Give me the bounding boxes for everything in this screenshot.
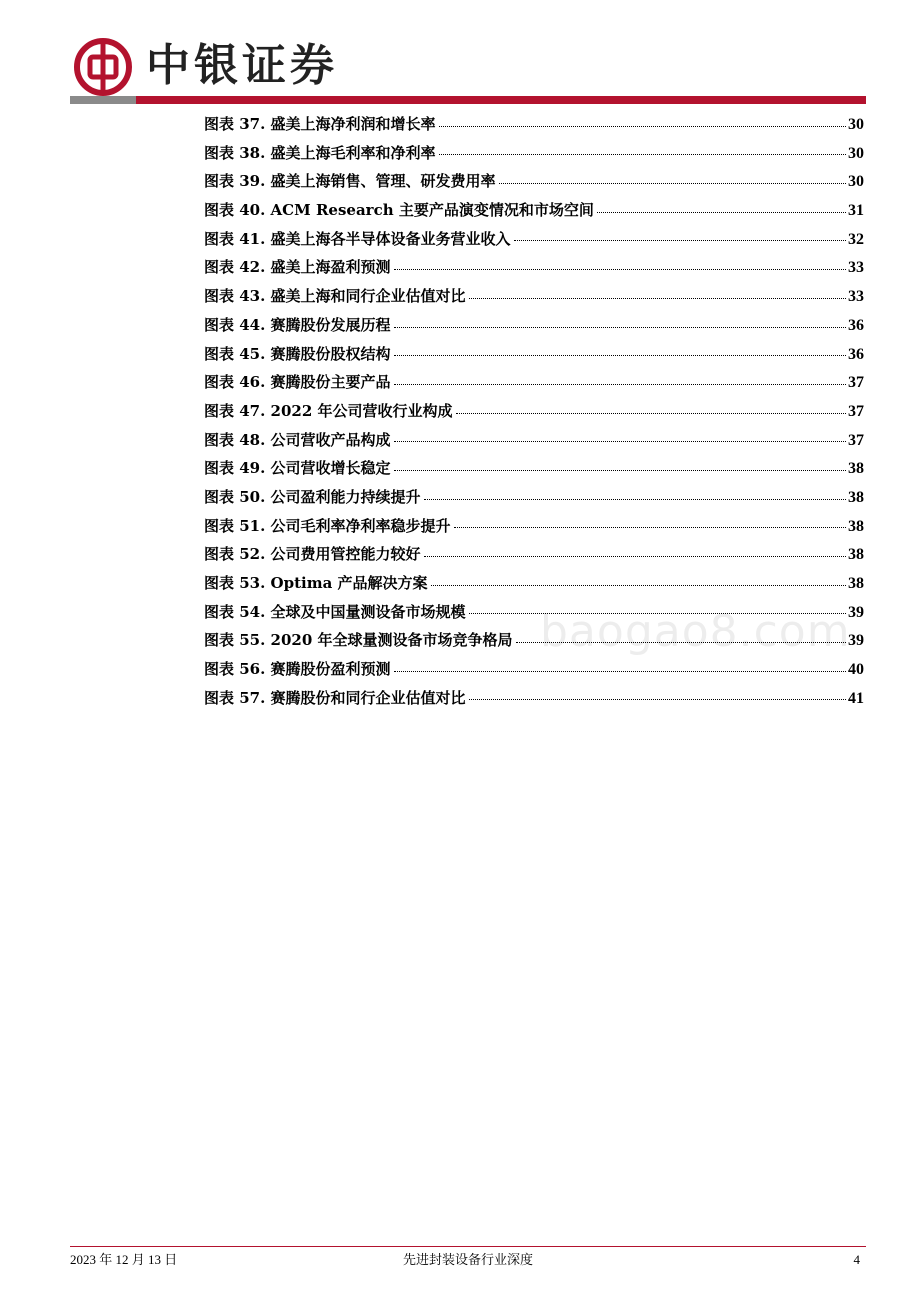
toc-entry-label: 图表 46. 赛腾股份主要产品 xyxy=(204,373,391,392)
toc-entry[interactable] xyxy=(204,110,864,139)
toc-entry-label: 图表 48. 公司营收产品构成 xyxy=(204,430,391,449)
toc-entry-page-number: 38 xyxy=(848,575,864,592)
toc-entry[interactable] xyxy=(204,598,864,627)
toc-dot-leader xyxy=(454,527,846,528)
toc-entry-label: 图表 39. 盛美上海销售、管理、研发费用率 xyxy=(204,172,496,191)
header-rule xyxy=(70,96,866,104)
toc-dot-leader xyxy=(499,183,846,184)
toc-entry-page-number: 38 xyxy=(848,488,864,506)
bank-of-china-logo-icon xyxy=(74,38,132,96)
footer-page-number: 4 xyxy=(853,1252,860,1267)
toc-entry[interactable] xyxy=(204,540,864,569)
toc-entry[interactable] xyxy=(204,253,864,282)
toc-dot-leader xyxy=(394,269,846,270)
toc-entry[interactable] xyxy=(204,196,864,225)
toc-entry-page-number: 38 xyxy=(848,460,864,478)
toc-entry[interactable] xyxy=(204,167,864,196)
page-footer xyxy=(70,1250,866,1270)
toc-dot-leader xyxy=(394,470,846,471)
header-rule-red xyxy=(136,96,866,104)
toc-entry[interactable] xyxy=(204,655,864,684)
toc-entry-page-number: 33 xyxy=(848,259,864,277)
toc-entry-page-number: 40 xyxy=(848,661,864,679)
toc-entry[interactable] xyxy=(204,139,864,168)
toc-dot-leader xyxy=(439,126,846,127)
toc-entry[interactable] xyxy=(204,684,864,713)
toc-entry[interactable] xyxy=(204,397,864,426)
toc-entry-label: 图表 54. 全球及中国量测设备市场规模 xyxy=(204,602,466,621)
brand-name: 中银证券 xyxy=(146,40,338,91)
toc-entry-label: 图表 49. 公司营收增长稳定 xyxy=(204,459,391,478)
toc-entry-page-number: 41 xyxy=(848,689,864,707)
toc-entry-page-number: 39 xyxy=(848,632,864,650)
toc-dot-leader xyxy=(469,613,846,614)
toc-entry-page-number: 32 xyxy=(848,230,864,248)
footer-date: 2023 年 12 月 13 日 xyxy=(70,1252,178,1267)
toc-entry-label: 图表 40. ACM Research 主要产品演变情况和市场空间 xyxy=(204,201,594,220)
toc-entry[interactable] xyxy=(204,626,864,655)
toc-dot-leader xyxy=(469,298,846,299)
toc-dot-leader xyxy=(597,212,846,213)
toc-entry-label: 图表 41. 盛美上海各半导体设备业务营业收入 xyxy=(204,229,511,248)
toc-dot-leader xyxy=(394,441,846,442)
toc-entry-page-number: 31 xyxy=(848,202,864,220)
toc-entry-label: 图表 44. 赛腾股份发展历程 xyxy=(204,315,391,334)
toc-entry-label: 图表 51. 公司毛利率净利率稳步提升 xyxy=(204,516,451,535)
footer-report-title: 先进封装设备行业深度 xyxy=(402,1252,533,1267)
toc-entry-page-number: 37 xyxy=(848,431,864,449)
toc-dot-leader xyxy=(431,585,846,586)
toc-entry[interactable] xyxy=(204,512,864,541)
toc-entry-label: 图表 47. 2022 年公司营收行业构成 xyxy=(204,401,453,420)
toc-dot-leader xyxy=(424,499,846,500)
toc-entry-label: 图表 55. 2020 年全球量测设备市场竞争格局 xyxy=(204,631,513,650)
toc-dot-leader xyxy=(394,327,846,328)
toc-entry[interactable] xyxy=(204,311,864,340)
toc-dot-leader xyxy=(394,355,846,356)
figure-table-of-contents xyxy=(204,110,864,712)
toc-entry-page-number: 39 xyxy=(848,603,864,621)
toc-entry-page-number: 36 xyxy=(848,345,864,363)
toc-entry-label: 图表 37. 盛美上海净利润和增长率 xyxy=(204,115,436,133)
toc-entry-page-number: 38 xyxy=(848,517,864,535)
toc-entry-page-number: 36 xyxy=(848,316,864,334)
toc-entry-label: 图表 56. 赛腾股份盈利预测 xyxy=(204,660,391,679)
toc-dot-leader xyxy=(394,384,846,385)
toc-entry-page-number: 37 xyxy=(848,402,864,420)
watermark: baogao8.com xyxy=(540,606,851,657)
toc-entry-page-number: 37 xyxy=(848,374,864,392)
header-rule-grey xyxy=(70,96,136,104)
toc-entry-page-number: 33 xyxy=(848,288,864,306)
toc-dot-leader xyxy=(469,699,846,700)
toc-entry-label: 图表 50. 公司盈利能力持续提升 xyxy=(204,487,421,506)
toc-entry-page-number: 38 xyxy=(848,546,864,564)
toc-entry-page-number: 30 xyxy=(848,173,864,191)
toc-entry-label: 图表 53. Optima 产品解决方案 xyxy=(204,574,428,592)
toc-entry[interactable] xyxy=(204,454,864,483)
toc-entry-label: 图表 38. 盛美上海毛利率和净利率 xyxy=(204,143,436,162)
toc-entry[interactable] xyxy=(204,225,864,254)
toc-entry-page-number: 30 xyxy=(848,144,864,162)
toc-entry-label: 图表 43. 盛美上海和同行企业估值对比 xyxy=(204,287,466,306)
toc-dot-leader xyxy=(514,240,846,241)
toc-entry[interactable] xyxy=(204,368,864,397)
toc-dot-leader xyxy=(394,671,846,672)
toc-entry-label: 图表 52. 公司费用管控能力较好 xyxy=(204,545,421,564)
toc-dot-leader xyxy=(516,642,846,643)
toc-entry-page-number: 30 xyxy=(848,116,864,133)
toc-entry-label: 图表 45. 赛腾股份股权结构 xyxy=(204,344,391,363)
toc-dot-leader xyxy=(439,154,846,155)
toc-dot-leader xyxy=(456,413,846,414)
toc-entry[interactable] xyxy=(204,340,864,369)
toc-entry-label: 图表 42. 盛美上海盈利预测 xyxy=(204,258,391,277)
toc-entry-label: 图表 57. 赛腾股份和同行企业估值对比 xyxy=(204,688,466,707)
toc-entry[interactable] xyxy=(204,483,864,512)
toc-dot-leader xyxy=(424,556,846,557)
toc-entry[interactable] xyxy=(204,282,864,311)
toc-entry[interactable] xyxy=(204,569,864,598)
footer-rule xyxy=(70,1246,866,1247)
toc-entry[interactable] xyxy=(204,426,864,455)
